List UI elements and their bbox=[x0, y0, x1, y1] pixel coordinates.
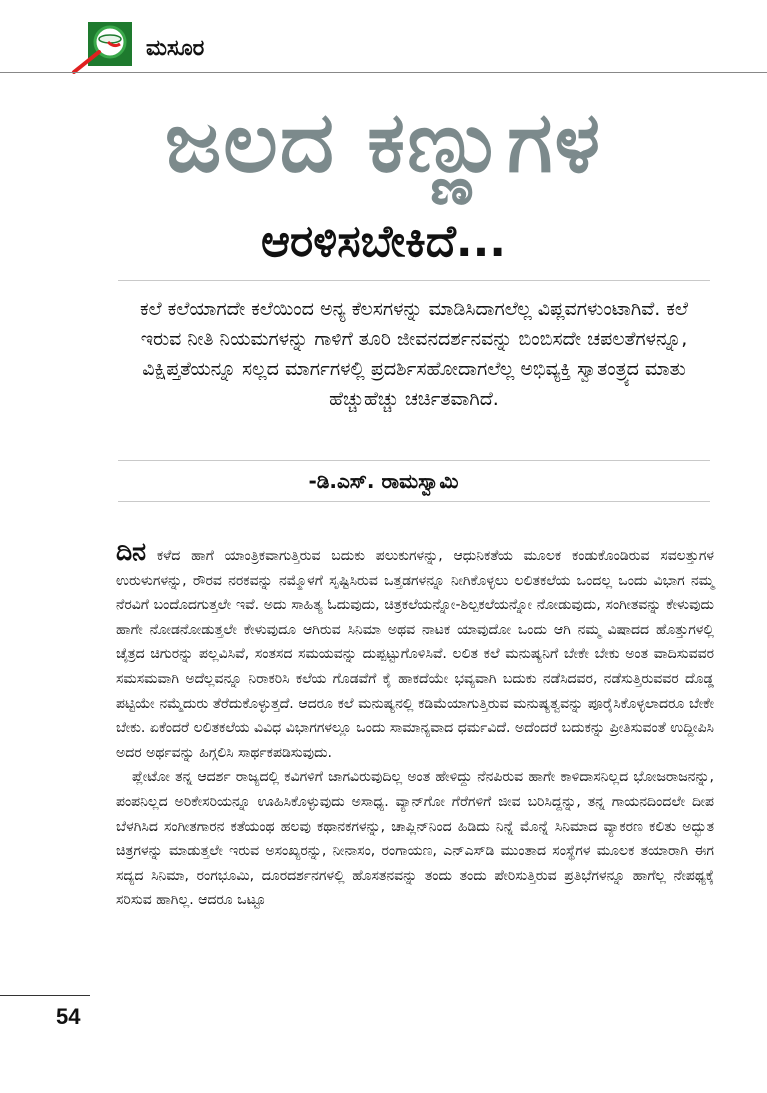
author-byline: -ಡಿ.ಎಸ್. ರಾಮಸ್ವಾಮಿ bbox=[308, 469, 459, 493]
page-number: 54 bbox=[56, 1004, 81, 1029]
footer-divider bbox=[0, 995, 90, 996]
intro-paragraph: ಕಲೆ ಕಲೆಯಾಗದೇ ಕಲೆಯಿಂದ ಅನ್ಯ ಕೆಲಸಗಳನ್ನು ಮಾಡಿಸಿದಾಗಲೆಲ್ಲ ವಿಪ್ಲವಗಳುಂಟಾಗಿವೆ. ಕಲೆ ಇರುವ ನೀತಿ ನಿಯಮಗಳನ್ನು ಗಾಳಿಗೆ ತೂರಿ ಜೀವನದರ್ಶನವನ್ನು ಬಿಂಬಿಸದೇ ಚಪಲತೆಗಳನ್ನೂ, ವಿಕ್ಷಿಪ್ತತೆಯನ್ನೂ ಸಲ್ಲದ ಮಾರ್ಗಗಳಲ್ಲಿ ಪ್ರದರ್ಶಿಸಹೋದಾಗಲೆಲ್ಲ ಅಭಿವ್ಯಕ್ತಿ ಸ್ವಾತಂತ್ರ್ಯದ ಮಾತು ಹೆಚ್ಚುಹೆಚ್ಚು ಚರ್ಚಿತವಾಗಿದೆ. bbox=[140, 298, 688, 410]
page-header bbox=[0, 0, 767, 76]
byline-divider bbox=[118, 501, 710, 502]
paragraph-text: ಕಳೆದ ಹಾಗೆ ಯಾಂತ್ರಿಕವಾಗುತ್ತಿರುವ ಬದುಕು ಪಲುಕುಗಳನ್ನು, ಆಧುನಿಕತೆಯ ಮೂಲಕ ಕಂಡುಕೊಂಡಿರುವ ಸವಲತ್ತುಗಳ ಉರುಳುಗಳನ್ನು, ರೌರವ ನರಕವನ್ನು ನಮ್ಮೊಳಗೆ ಸೃಷ್ಟಿಸಿರುವ ಒತ್ತಡಗಳನ್ನೂ ನೀಗಿಕೊಳ್ಳಲು ಲಲಿತಕಲೆಯ ಒಂದಲ್ಲ ಒಂದು ವಿಭಾಗ ನಮ್ಮ ನೆರವಿಗೆ ಬಂದೊದಗುತ್ತಲೇ ಇವೆ. ಅದು ಸಾಹಿತ್ಯ ಓದುವುದು, ಚಿತ್ರಕಲೆಯನ್ನೋ-ಶಿಲ್ಪಕಲೆಯನ್ನೋ ನೋಡುವುದು, ಸಂಗೀತವನ್ನು ಕೇಳುವುದು ಹಾಗೇ ನೋಡನೋಡುತ್ತಲೇ ಕೇಳುವುದೂ ಆಗಿರುವ ಸಿನಿಮಾ ಅಥವ ನಾಟಕ ಯಾವುದೋ ಒಂದು ಆಗಿ ನಮ್ಮ ವಿಷಾದದ ಹೊತ್ತುಗಳಲ್ಲಿ ಚೈತ್ರದ ಚಿಗುರನ್ನು ಪಲ್ಲವಿಸಿವೆ, ಸಂತಸದ ಸಮಯವನ್ನು ದುಪ್ಪಟ್ಟುಗೊಳಿಸಿವೆ. ಲಲಿತ ಕಲೆ ಮನುಷ್ಯನಿಗೆ ಬೇಕೇ ಬೇಕು ಅಂತ ವಾದಿಸುವವರ ಸಮಸಮವಾಗಿ ಅದೆಲ್ಲವನ್ನೂ ನಿರಾಕರಿಸಿ ಕಲೆಯ ಗೊಡವೆಗೆ ಕೈ ಹಾಕದೆಯೇ ಭವ್ಯವಾಗಿ ಬದುಕು ನಡೆಸಿದವರ, ನಡೆಸುತ್ತಿರುವವರ ದೊಡ್ಡ ಪಟ್ಟಿಯೇ ನಮ್ಮೆದುರು ತೆರೆದುಕೊಳ್ಳುತ್ತದೆ. ಆದರೂ ಕಲೆ ಮನುಷ್ಯನಲ್ಲಿ ಕಡಿಮೆಯಾಗುತ್ತಿರುವ ಮನುಷ್ಯತ್ವವನ್ನು ಪೂರೈಸಿಕೊಳ್ಳಲಾದರೂ ಬೇಕೇ ಬೇಕು. ಏಕೆಂದರೆ ಲಲಿತಕಲೆಯ ವಿವಿಧ ವಿಭಾಗಗಳಲ್ಲೂ ಒಂದು ಸಾಮಾನ್ಯವಾದ ಧರ್ಮವಿದೆ. ಅದೆಂದರೆ ಬದುಕನ್ನು ಪ್ರೀತಿಸುವಂತೆ ಉದ್ದೀಪಿಸಿ ಅದರ ಅರ್ಥವನ್ನು ಹಿಗ್ಗಲಿಸಿ ಸಾರ್ಥಕಪಡಿಸುವುದು. bbox=[116, 548, 714, 761]
dropcap: ದಿನ bbox=[116, 537, 147, 566]
article-body bbox=[116, 537, 714, 913]
body-paragraph bbox=[116, 537, 714, 765]
article-title: ಜಲದ ಕಣ್ಣುಗಳ bbox=[164, 93, 603, 191]
intro-bottom-divider bbox=[118, 460, 710, 461]
section-name: ಮಸೂರ bbox=[146, 36, 205, 61]
header-divider bbox=[0, 72, 767, 73]
body-paragraph: ಪ್ಲೇಟೋ ತನ್ನ ಆದರ್ಶ ರಾಜ್ಯದಲ್ಲಿ ಕವಿಗಳಿಗೆ ಜಾಗವಿರುವುದಿಲ್ಲ ಅಂತ ಹೇಳಿದ್ದು ನೆನಪಿರುವ ಹಾಗೇ ಕಾಳಿದಾಸನಿಲ್ಲದ ಭೋಜರಾಜನನ್ನು, ಪಂಪನಿಲ್ಲದ ಅರಿಕೇಸರಿಯನ್ನೂ ಊಹಿಸಿಕೊಳ್ಳುವುದು ಅಸಾಧ್ಯ. ವ್ಯಾನ್‌ಗೋ ಗೆರೆಗಳಿಗೆ ಜೀವ ಬರಿಸಿದ್ದನ್ನು, ತನ್ನ ಗಾಯನದಿಂದಲೇ ದೀಪ ಬೆಳಗಿಸಿದ ಸಂಗೀತಗಾರನ ಕತೆಯಂಥ ಹಲವು ಕಥಾನಕಗಳನ್ನು, ಚಾಪ್ಲಿನ್‌ನಿಂದ ಹಿಡಿದು ನಿನ್ನೆ ಮೊನ್ನೆ ಸಿನಿಮಾದ ವ್ಯಾಕರಣ ಕಲಿತು ಅದ್ಭುತ ಚಿತ್ರಗಳನ್ನು ಮಾಡುತ್ತಲೇ ಇರುವ ಅಸಂಖ್ಯರನ್ನು, ನೀನಾಸಂ, ರಂಗಾಯಣ, ಎನ್‌ಎಸ್‌ಡಿ ಮುಂತಾದ ಸಂಸ್ಥೆಗಳ ಮೂಲಕ ತಯಾರಾಗಿ ಈಗ ಸದ್ಯದ ಸಿನಿಮಾ, ರಂಗಭೂಮಿ, ದೂರದರ್ಶನಗಳಲ್ಲಿ ಹೊಸತನವನ್ನು ತಂದು ತಂದು ಪೇರಿಸುತ್ತಿರುವ ಪ್ರತಿಭೆಗಳನ್ನೂ ಹಾಗೆಲ್ಲ ನೇಪಥ್ಯಕ್ಕೆ ಸರಿಸುವ ಹಾಗಿಲ್ಲ. ಆದರೂ ಒಟ್ಟೂ bbox=[116, 769, 714, 909]
article-subtitle: ಆರಳಿಸಬೇಕಿದೆ... bbox=[260, 216, 507, 267]
intro-top-divider bbox=[118, 280, 710, 281]
magnifier-logo-icon bbox=[68, 22, 140, 74]
